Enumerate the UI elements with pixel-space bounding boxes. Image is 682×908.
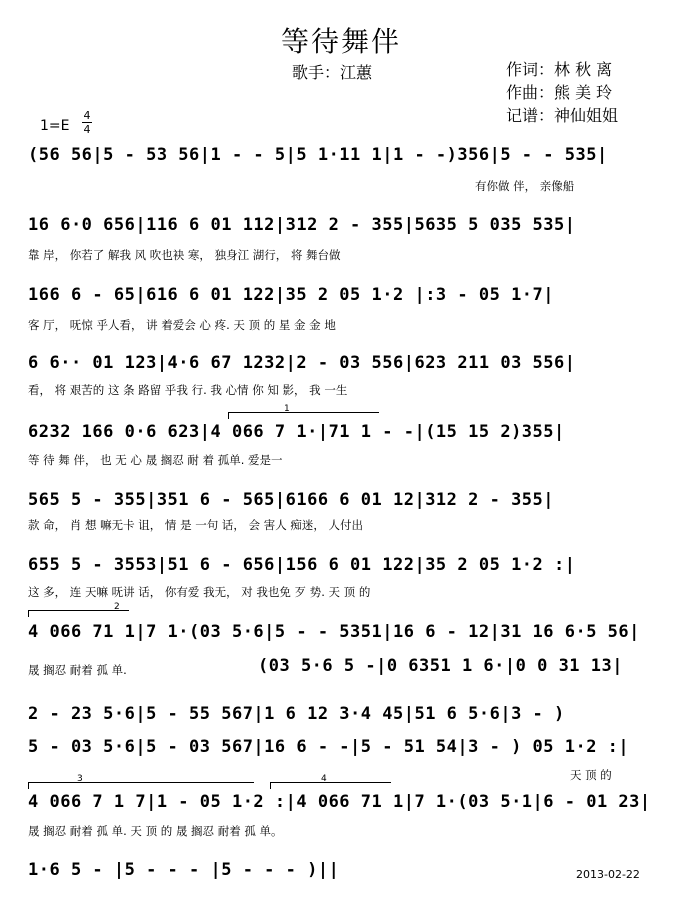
volta-bracket-2 xyxy=(28,602,129,617)
volta-2-number: 2 xyxy=(114,602,120,612)
volta-4-number: 4 xyxy=(321,774,327,784)
lyric-line-9: 天 顶 的 xyxy=(570,768,612,782)
lyric-line-3: 客 厅， 呒惊 乎人看， 讲 着爱会 心 疼. 天 顶 的 星 金 金 地 xyxy=(28,318,336,332)
volta-bracket-1 xyxy=(228,404,379,419)
time-signature xyxy=(82,110,92,135)
lyric-line-7: 这 多， 连 天嘛 呒讲 话， 你有爱 我无， 对 我也免 歹 势. 天 顶 的 xyxy=(28,585,371,599)
lyric-line-8: 晟 搁忍 耐着 孤 单. xyxy=(28,663,127,677)
singer-credit: 歌手：江蕙 xyxy=(292,63,373,82)
lyricist-credit: 作词：林 秋 离 xyxy=(506,60,613,79)
score-line-11: 4 066 7 1 7|1 - 05 1·2 :|4 066 71 1|7 1·(03 5·1|6 - 01 23| xyxy=(28,792,651,812)
score-line-8: 4 066 71 1|7 1·(03 5·6|5 - - 5351|16 6 - 12|31 16 6·5 56| xyxy=(28,622,640,642)
transcription-date: 2013-02-22 xyxy=(576,868,640,881)
score-line-1: (56 56|5 - 53 56|1 - - 5|5 1·11 1|1 - -)356|5 - - 535| xyxy=(28,145,608,165)
volta-bracket-4 xyxy=(270,774,391,789)
score-line-8b: (03 5·6 5 -|0 6351 1 6·|0 0 31 13| xyxy=(258,656,623,676)
song-title: 等待舞伴 xyxy=(280,25,401,58)
score-line-6: 565 5 - 355|351 6 - 565|6166 6 01 12|312 2 - 355| xyxy=(28,490,555,510)
lyric-line-2: 靠 岸， 你若了 解我 风 吹也袂 寒， 独身江 湖行， 将 舞台做 xyxy=(28,248,341,262)
lyric-line-4: 看， 将 艰苦的 这 条 路留 乎我 行. 我 心情 你 知 影， 我 一生 xyxy=(28,383,348,397)
score-line-2: 16 6·0 656|116 6 01 112|312 2 - 355|5635 5 035 535| xyxy=(28,215,576,235)
score-line-5: 6232 166 0·6 623|4 066 7 1·|71 1 - -|(15 15 2)355| xyxy=(28,422,565,442)
composer-credit: 作曲：熊 美 玲 xyxy=(506,83,613,102)
score-line-4: 6 6·· 01 123|4·6 67 1232|2 - 03 556|623 211 03 556| xyxy=(28,353,576,373)
lyric-line-10: 晟 搁忍 耐着 孤 单. 天 顶 的 晟 搁忍 耐着 孤 单。 xyxy=(28,824,283,838)
lyric-line-1: 有你做 伴， 亲像船 xyxy=(475,179,575,193)
key-signature: 1=E xyxy=(40,118,70,134)
volta-3-number: 3 xyxy=(77,774,83,784)
volta-bracket-3 xyxy=(28,774,254,789)
score-line-10: 5 - 03 5·6|5 - 03 567|16 6 - -|5 - 51 54|3 - ) 05 1·2 :| xyxy=(28,737,630,757)
meter-bottom: 4 xyxy=(83,123,91,136)
lyric-line-5: 等 待 舞 伴， 也 无 心 晟 搁忍 耐 着 孤单. 爱是一 xyxy=(28,453,283,467)
lyric-line-6: 款 命， 肖 想 嘛无卡 诅， 情 是 一句 话， 会 害人 痴迷， 人付出 xyxy=(28,518,364,532)
score-line-7: 655 5 - 3553|51 6 - 656|156 6 01 122|35 2 05 1·2 :| xyxy=(28,555,576,575)
transcriber-credit: 记谱：神仙姐姐 xyxy=(506,106,619,125)
meter-top: 4 xyxy=(83,109,91,122)
score-line-9: 2 - 23 5·6|5 - 55 567|1 6 12 3·4 45|51 6 5·6|3 - ) xyxy=(28,704,565,724)
score-line-12: 1·6 5 - |5 - - - |5 - - - )|| xyxy=(28,860,340,880)
volta-1-number: 1 xyxy=(284,404,290,414)
score-line-3: 166 6 - 65|616 6 01 122|35 2 05 1·2 |:3 - 05 1·7| xyxy=(28,285,555,305)
credits-block xyxy=(506,58,618,127)
